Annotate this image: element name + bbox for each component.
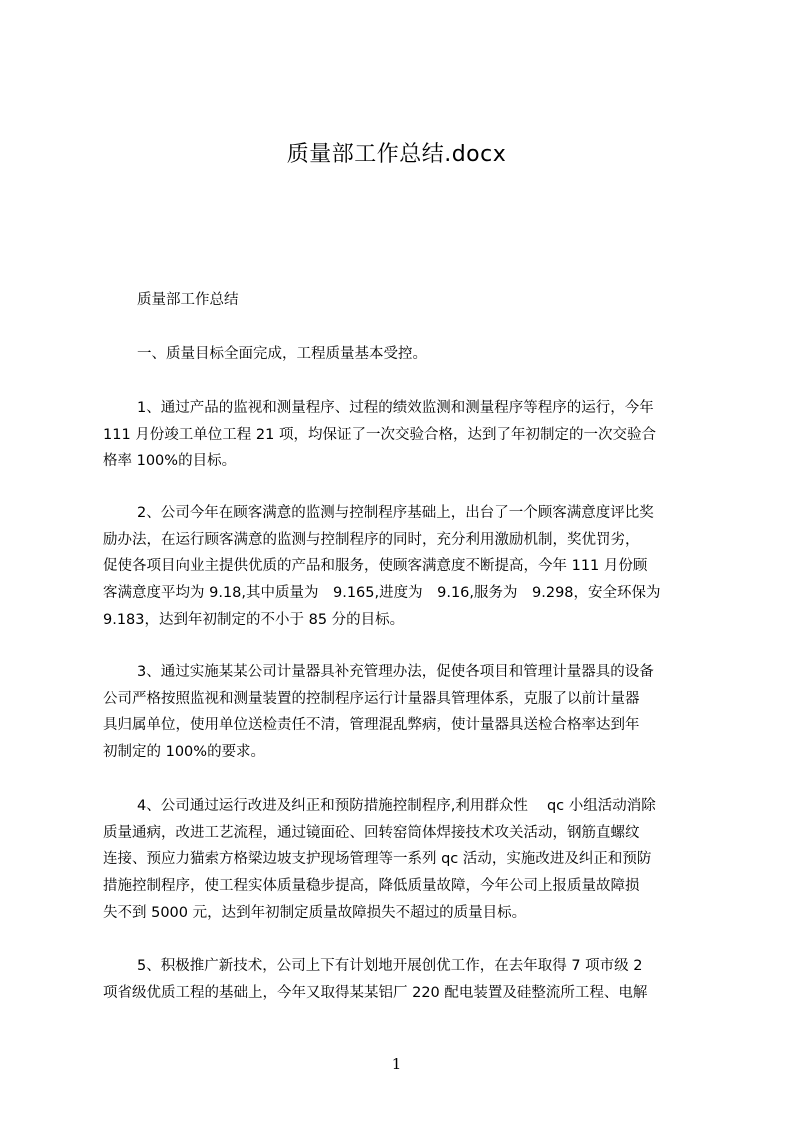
paragraph-4 — [103, 793, 709, 926]
page-number: 1 — [391, 1055, 402, 1073]
paragraph-line: 5、积极推广新技术，公司上下有计划地开展创优工作，在去年取得 7 项市级 2 — [137, 958, 643, 974]
document-subtitle: 质量部工作总结 — [137, 292, 239, 308]
document-title: 质量部工作总结.docx — [286, 142, 507, 167]
paragraph-line: 质量通病，改进工艺流程，通过镜面砼、回转窑筒体焊接技术攻关活动，钢筋直螺纹 — [103, 824, 640, 841]
paragraph-1 — [103, 395, 709, 475]
paragraph-5 — [103, 953, 709, 1006]
paragraph-line: 具归属单位，使用单位送检责任不清，管理混乱弊病，使计量器具送检合格率达到年 — [103, 717, 640, 734]
paragraph-line: 初制定的 100%的要求。 — [103, 744, 266, 761]
paragraph-line: 促使各项目向业主提供优质的产品和服务，使顾客满意度不断提高，今年 111 月份顾 — [103, 558, 648, 575]
paragraph-line: 4、公司通过运行改进及纠正和预防措施控制程序,利用群众性 qc 小组活动消除 — [137, 798, 656, 814]
paragraph-line: 111 月份竣工单位工程 21 项，均保证了一次交验合格，达到了年初制定的一次交验合 — [103, 426, 656, 443]
paragraph-line: 措施控制程序，使工程实体质量稳步提高，降低质量故障，今年公司上报质量故障损 — [103, 878, 640, 895]
paragraph-line: 公司严格按照监视和测量装置的控制程序运行计量器具管理体系，克服了以前计量器 — [103, 690, 640, 707]
paragraph-line: 3、通过实施某某公司计量器具补充管理办法，促使各项目和管理计量器具的设备 — [137, 664, 654, 680]
paragraph-line: 客满意度平均为 9.18,其中质量为 9.165,进度为 9.16,服务为 9.298，安全环保为 — [103, 585, 661, 602]
paragraph-line: 1、通过产品的监视和测量程序、过程的绩效监测和测量程序等程序的运行，今年 — [137, 400, 654, 416]
paragraph-2 — [103, 500, 709, 633]
paragraph-line: 9.183，达到年初制定的不小于 85 分的目标。 — [103, 611, 405, 628]
paragraph-line: 格率 100%的目标。 — [103, 453, 237, 470]
paragraph-line: 连接、预应力猫索方格梁边坡支护现场管理等一系列 qc 活动，实施改进及纠正和预防 — [103, 851, 652, 868]
paragraph-3 — [103, 659, 709, 766]
paragraph-line: 励办法，在运行顾客满意的监测与控制程序的同时，充分利用激励机制，奖优罚劣， — [103, 531, 640, 548]
paragraph-line: 2、公司今年在顾客满意的监测与控制程序基础上，出台了一个顾客满意度评比奖 — [137, 505, 654, 521]
paragraph-line: 项省级优质工程的基础上，今年又取得某某铝厂 220 配电装置及硅整流所工程、电解 — [103, 984, 648, 1001]
paragraph-line: 失不到 5000 元，达到年初制定质量故障损失不超过的质量目标。 — [103, 904, 527, 921]
section-heading: 一、质量目标全面完成，工程质量基本受控。 — [137, 346, 427, 362]
